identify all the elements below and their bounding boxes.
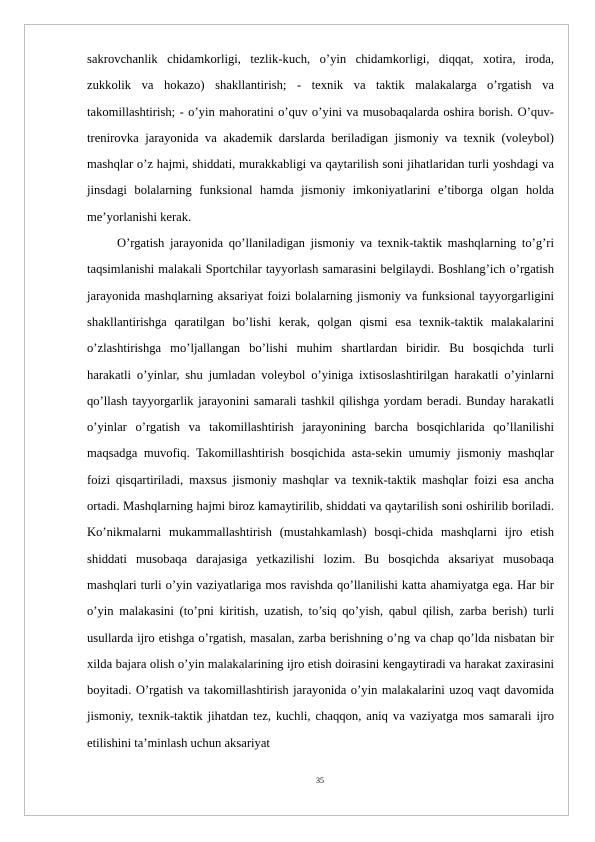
paragraph: sakrovchanlik chidamkorligi, tezlik-kuch, o’yin chidamkorligi, diqqat, xotira, iroda, zukkolik va hokazo) shakllantirish; - texnik va taktik malakalarga o’rgatish va takomillashtirish; - o’yin mahoratini o’quv o’yini va musobaqalarda oshira borish. O’quv-trenirovka jarayonida va akademik darslarda beriladigan jismoniy va texnik (voleybol) mashqlar o’z hajmi, shiddati, murakkabligi va qaytarilish soni jihatlaridan turli yoshdagi va jinsdagi bolalarning funksional hamda jismoniy imkoniyatlarini e’tiborga olgan holda me’yorlanishi kerak. — [87, 52, 554, 224]
paragraph: O’rgatish jarayonida qo’llaniladigan jismoniy va texnik-taktik mashqlarning to’g’ri taqsimlanishi malakali Sportchilar tayyorlash samarasini belgilaydi. Boshlang’ich o’rgatish jarayonida mashqlarning aksariyat foizi bolalarning jismoniy va funksional tayyorgarligini shakllantirishga qaratilgan bo’lishi kerak, qolgan qismi esa texnik-taktik malakalarini o’zlashtirishga mo’ljallangan bo’lishi muhim shartlardan biridir. Bu bosqichda turli harakatli o’yinlar, shu jumladan voleybol o’yiniga ixtisoslashtirilgan harakatli o’yinlarni qo’llash tayyorgarlik jarayonini samarali tashkil qilishga yordam beradi. Bunday harakatli o’yinlar o’rgatish va takomillashtirish jarayonining barcha bosqichlarida qo’llanilishi maqsadga muvofiq. Takomillashtirish bosqichida asta-sekin umumiy jismoniy mashqlar foizi qisqartiriladi, maxsus jismoniy mashqlar va texnik-taktik mashqlar foizi esa ancha ortadi. Mashqlarning hajmi biroz kamaytirilib, shiddati va qaytarilish soni oshirilib boriladi. Ko’nikmalarni mukammallashtirish (mustahkamlash) bosqi-chida mashqlarni ijro etish shiddati musobaqa darajasiga yetkazilishi lozim. Bu bosqichda aksariyat musobaqa mashqlari turli o’yin vaziyatlariga mos ravishda qo’llanilishi katta ahamiyatga ega. Har bir o’yin malakasini (to’pni kiritish, uzatish, to’siq qo’yish, qabul qilish, zarba berish) turli usullarda ijro etishga o’rgatish, masalan, zarba berishning o’ng va chap qo’lda nisbatan bir xilda bajara olish o’yin malakalarining ijro etish doirasini kengaytiradi va harakat zaxirasini boyitadi. O’rgatish va takomillashtirish jarayonida o’yin malakalarini uzoq vaqt davomida jismoniy, texnik-taktik jihatdan tez, kuchli, chaqqon, aniq va vaziyatga mos samarali ijro etilishini ta’minlash uchun aksariyat — [87, 236, 554, 750]
page-number: 35 — [316, 776, 324, 785]
document-body — [87, 46, 554, 756]
